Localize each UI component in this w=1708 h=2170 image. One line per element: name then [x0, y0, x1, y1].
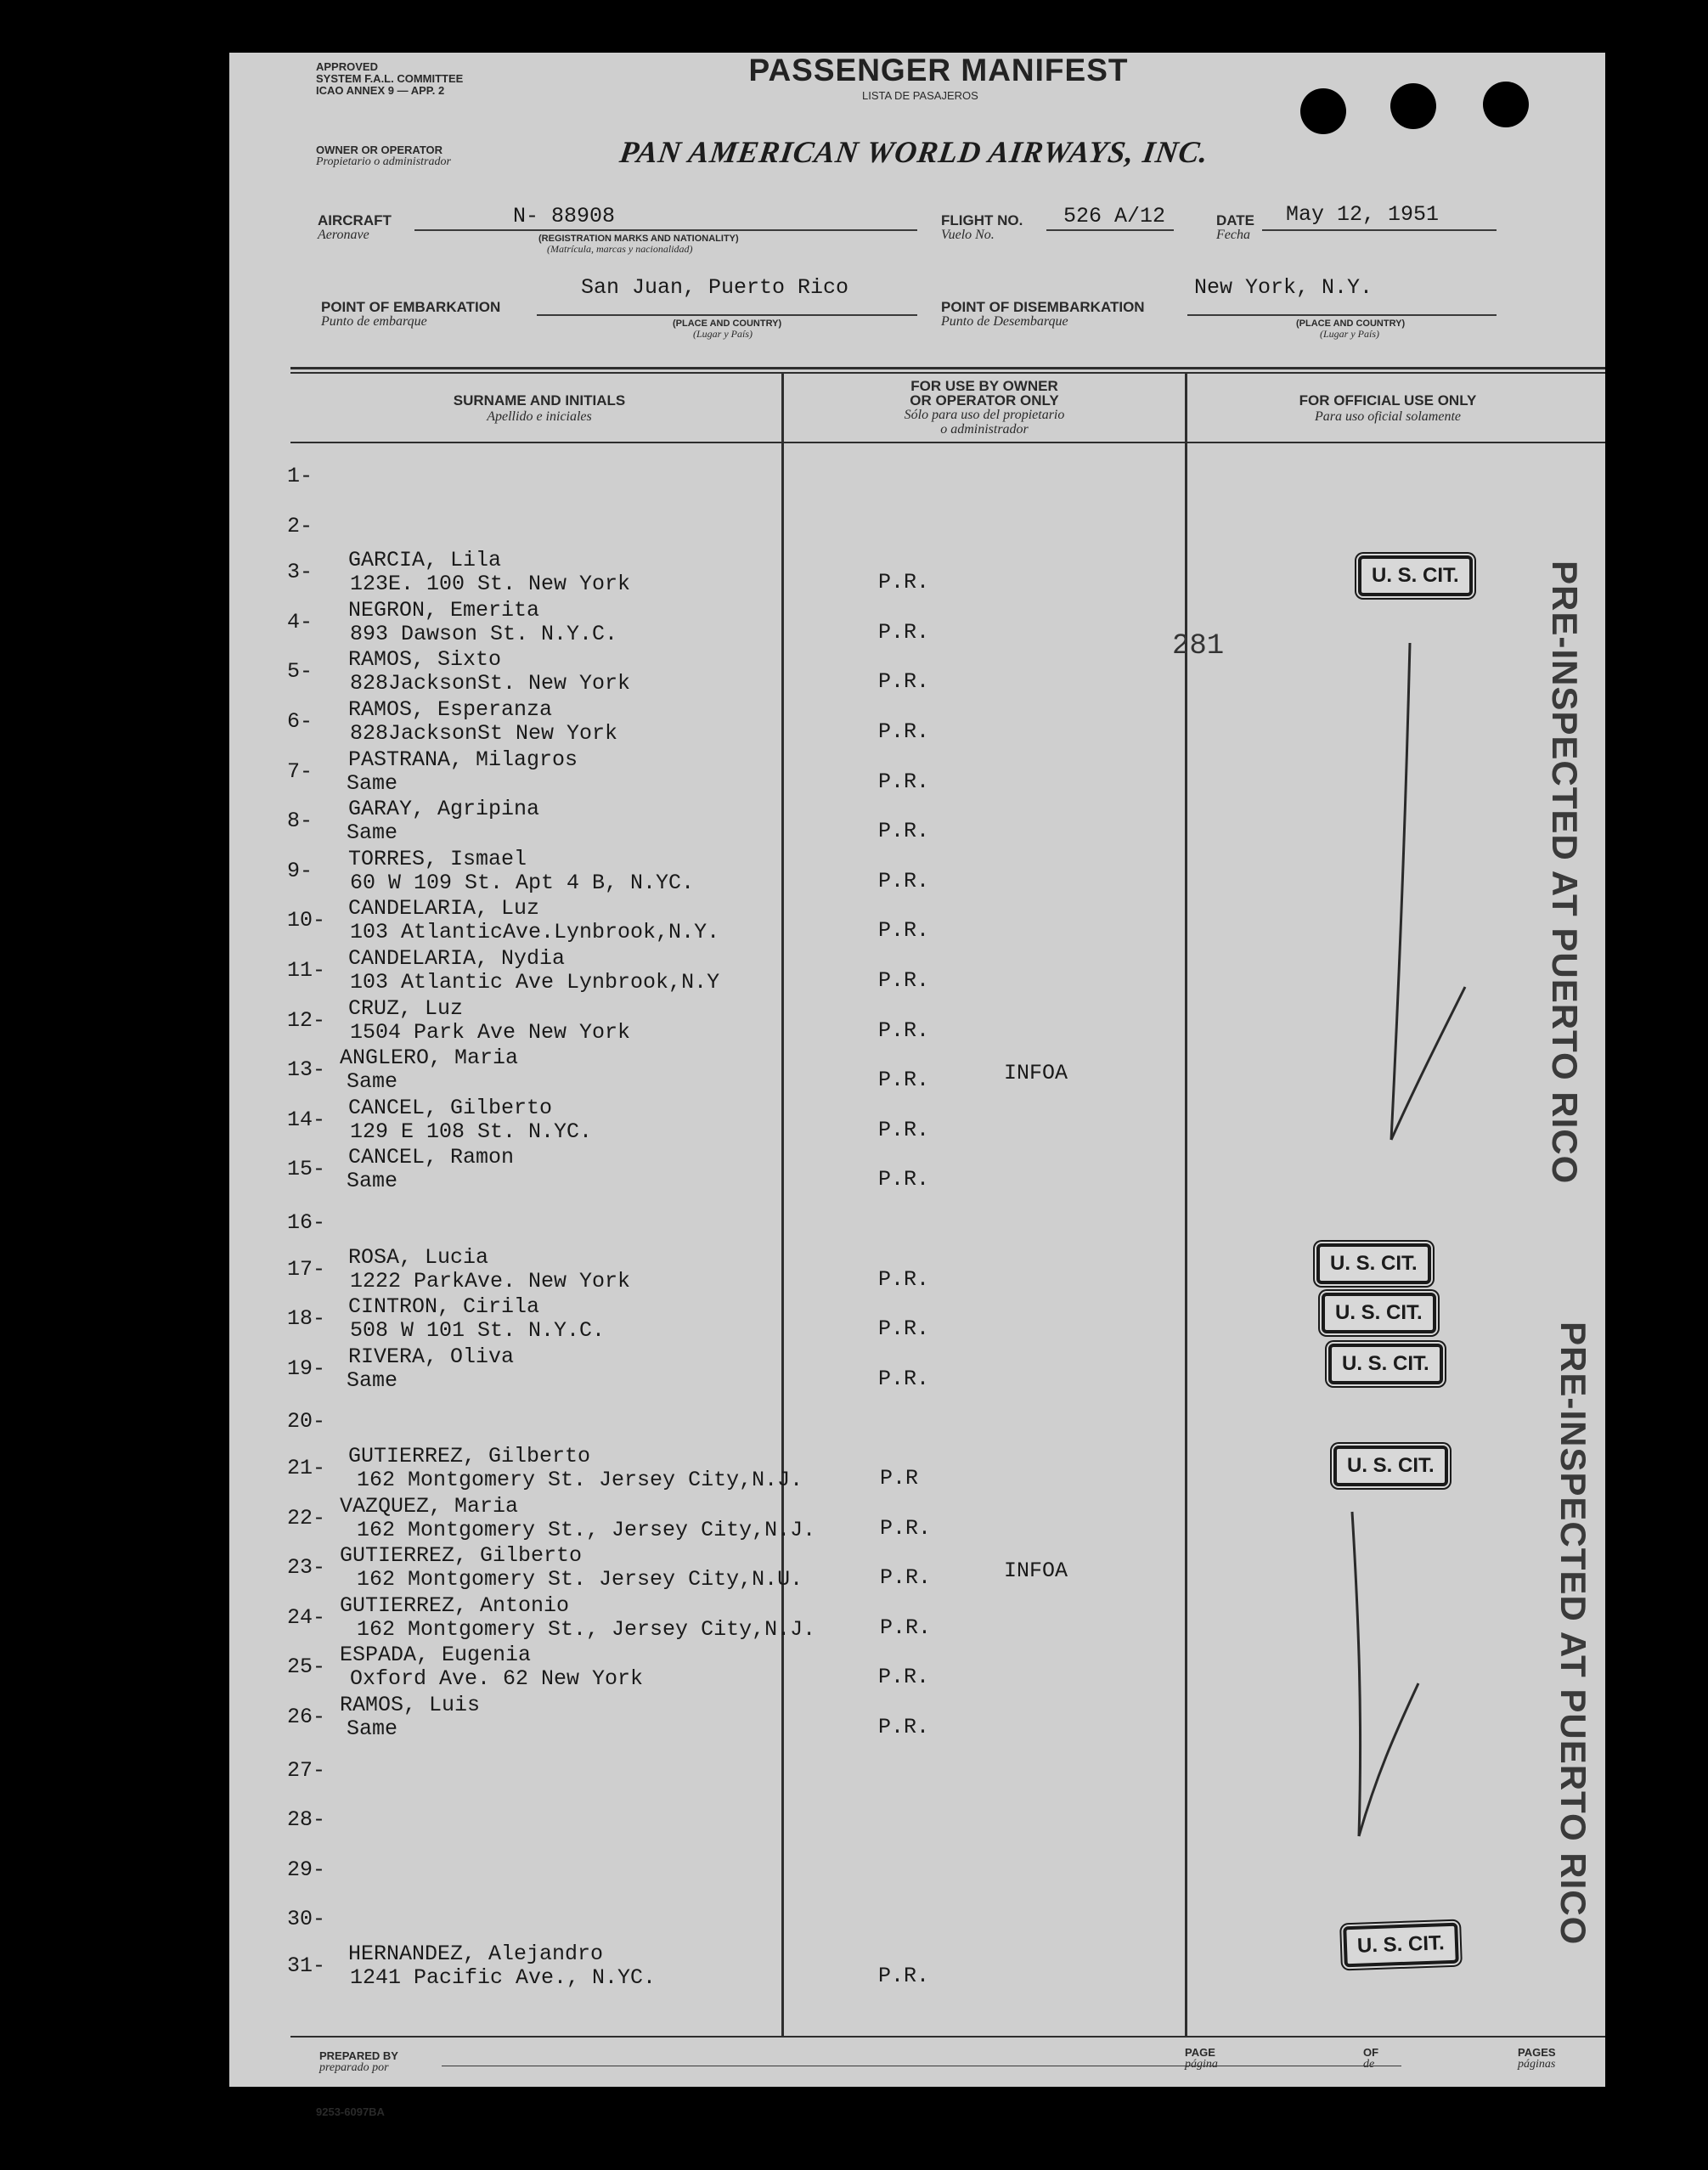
pages-label: PAGES	[1518, 2046, 1556, 2059]
us-cit-stamp: U. S. CIT.	[1328, 1344, 1443, 1384]
aircraft-label: AIRCRAFT	[318, 212, 392, 228]
row-number: 4-	[287, 610, 313, 634]
owner-use-entry: P.R	[880, 1466, 919, 1491]
row-number: 13-	[287, 1057, 326, 1082]
manifest-sheet	[229, 53, 1605, 2118]
owner-use-entry: P.R.	[878, 1316, 930, 1341]
disembark-label-es: Punto de Desembarque	[941, 314, 1068, 329]
page-label: PAGE	[1185, 2046, 1215, 2059]
passenger-name: GUTIERREZ, Gilberto	[348, 1444, 591, 1468]
row-number: 26-	[287, 1705, 326, 1729]
passenger-address: Oxford Ave. 62 New York	[350, 1666, 644, 1691]
embark-value: San Juan, Puerto Rico	[581, 275, 849, 300]
row-number: 29-	[287, 1857, 326, 1882]
passenger-address: 60 W 109 St. Apt 4 B, N.YC.	[350, 871, 695, 895]
passenger-address: 1504 Park Ave New York	[350, 1020, 631, 1045]
passenger-name: RAMOS, Sixto	[348, 647, 502, 672]
row-number: 19-	[287, 1356, 326, 1381]
passenger-address: Same	[347, 820, 398, 845]
passenger-address: 508 W 101 St. N.Y.C.	[350, 1318, 606, 1343]
passenger-name: ANGLERO, Maria	[340, 1046, 519, 1070]
passenger-address: Same	[347, 1716, 398, 1741]
row-number: 30-	[287, 1907, 326, 1931]
passenger-name: CANDELARIA, Nydia	[348, 946, 566, 971]
disembark-value: New York, N.Y.	[1194, 275, 1373, 300]
form-number: 9253-6097BA	[316, 2105, 385, 2118]
preinspected-stamp: PRE-INSPECTED AT PUERTO RICO	[1545, 561, 1585, 1185]
passenger-name: RAMOS, Esperanza	[348, 697, 553, 722]
passenger-name: CINTRON, Cirila	[348, 1294, 540, 1319]
passenger-address: Same	[347, 771, 398, 796]
passenger-name: TORRES, Ismael	[348, 847, 527, 871]
row-number: 3-	[287, 560, 313, 584]
disembark-label: POINT OF DISEMBARKATION	[941, 299, 1145, 315]
passenger-address: 162 Montgomery St. Jersey City,N.J.	[357, 1468, 803, 1492]
passenger-name: NEGRON, Emerita	[348, 598, 540, 623]
row-number: 24-	[287, 1605, 326, 1630]
row-number: 27-	[287, 1758, 326, 1783]
title-text: PASSENGER MANIFEST	[748, 53, 1129, 87]
row-number: 12-	[287, 1008, 326, 1033]
passenger-address: Same	[347, 1069, 398, 1094]
passenger-address: Same	[347, 1368, 398, 1393]
row-number: 23-	[287, 1555, 326, 1580]
row-number: 28-	[287, 1807, 326, 1832]
col-head-name-es: Apellido e iniciales	[487, 409, 592, 424]
passenger-address: 828JacksonSt New York	[350, 721, 618, 746]
row-number: 9-	[287, 859, 313, 883]
owner-use-entry: P.R.	[878, 1715, 930, 1739]
owner-use-entry: P.R.	[878, 1167, 930, 1192]
registration-note-es: (Matrícula, marcas y nacionalidad)	[547, 243, 693, 255]
passenger-name: ROSA, Lucia	[348, 1245, 489, 1270]
passenger-name: GARCIA, Lila	[348, 548, 502, 572]
passenger-address: 893 Dawson St. N.Y.C.	[350, 622, 618, 646]
checkmark-stroke	[1352, 1512, 1361, 1836]
row-number: 18-	[287, 1306, 326, 1331]
us-cit-stamp: U. S. CIT.	[1333, 1446, 1448, 1486]
inspector-checkmarks	[229, 53, 1605, 2087]
row-number: 17-	[287, 1257, 326, 1282]
manifest-subtitle: LISTA DE PASAJEROS	[862, 89, 978, 102]
row-number: 14-	[287, 1108, 326, 1132]
owner-use-entry: P.R.	[878, 1367, 930, 1391]
passenger-address: 103 AtlanticAve.Lynbrook,N.Y.	[350, 920, 720, 944]
owner-use-entry: P.R.	[878, 1018, 930, 1043]
passenger-address: 103 Atlantic Ave Lynbrook,N.Y	[350, 970, 720, 995]
col-head-owner-line: OR OPERATOR ONLY	[910, 392, 1059, 409]
owner-use-entry: P.R.	[878, 1068, 930, 1092]
owner-use-entry: P.R.	[878, 769, 930, 794]
owner-use-entry: P.R.	[878, 819, 930, 843]
embark-label-es: Punto de embarque	[321, 314, 427, 329]
us-cit-stamp: U. S. CIT.	[1316, 1243, 1431, 1284]
passenger-name: VAZQUEZ, Maria	[340, 1494, 519, 1519]
col-head-owner-line: FOR USE BY OWNER	[910, 378, 1058, 394]
passenger-address: 162 Montgomery St., Jersey City,N.J.	[357, 1518, 816, 1542]
row-number: 20-	[287, 1409, 326, 1434]
place-note: (PLACE AND COUNTRY)	[673, 318, 782, 329]
owner-note: INFOA	[1004, 1558, 1068, 1583]
page-label-es: página	[1185, 2058, 1218, 2071]
approval-line: APPROVED	[316, 60, 378, 73]
col-head-owner-es: Sólo para uso del propietario	[904, 408, 1065, 422]
passenger-address: 123E. 100 St. New York	[350, 572, 631, 596]
passenger-name: RAMOS, Luis	[340, 1693, 481, 1717]
of-label-es: de	[1363, 2058, 1375, 2071]
passenger-name: CANCEL, Gilberto	[348, 1096, 553, 1120]
passenger-name: ESPADA, Eugenia	[340, 1643, 532, 1667]
row-number: 6-	[287, 709, 313, 734]
checkmark-stroke	[1391, 987, 1465, 1140]
owner-use-entry: P.R.	[878, 620, 930, 645]
place-note-es: (Lugar y País)	[693, 328, 753, 340]
passenger-name: PASTRANA, Milagros	[348, 747, 578, 772]
row-number: 15-	[287, 1157, 326, 1181]
flight-label: FLIGHT NO.	[941, 212, 1023, 228]
row-number: 7-	[287, 759, 313, 784]
prepared-label: PREPARED BY	[319, 2049, 398, 2062]
place-note: (PLACE AND COUNTRY)	[1296, 318, 1406, 329]
passenger-name: CANDELARIA, Luz	[348, 896, 540, 921]
passenger-address: Same	[347, 1169, 398, 1193]
owner-use-entry: P.R.	[878, 1118, 930, 1142]
col-head-name-en: SURNAME AND INITIALS	[453, 392, 626, 409]
row-number: 10-	[287, 908, 326, 933]
row-number: 21-	[287, 1456, 326, 1480]
passenger-address: 1241 Pacific Ave., N.YC.	[350, 1965, 657, 1990]
passenger-address: 162 Montgomery St. Jersey City,N.U.	[357, 1567, 803, 1592]
approval-line: SYSTEM F.A.L. COMMITTEE	[316, 72, 464, 85]
passenger-name: RIVERA, Oliva	[348, 1344, 515, 1369]
pages-label-es: páginas	[1518, 2058, 1556, 2071]
col-head-official-en: FOR OFFICIAL USE ONLY	[1299, 392, 1477, 409]
row-number: 8-	[287, 809, 313, 833]
approval-line: ICAO ANNEX 9 — APP. 2	[316, 84, 445, 97]
owner-use-entry: P.R.	[878, 869, 930, 893]
passenger-name: GARAY, Agripina	[348, 797, 540, 821]
row-number: 22-	[287, 1506, 326, 1530]
passenger-address: 1222 ParkAve. New York	[350, 1269, 631, 1294]
registration-note: (REGISTRATION MARKS AND NATIONALITY)	[538, 234, 739, 244]
aircraft-label-es: Aeronave	[318, 228, 369, 242]
owner-note: INFOA	[1004, 1061, 1068, 1085]
owner-label: OWNER OR OPERATOR	[316, 144, 443, 156]
prepared-label-es: preparado por	[319, 2061, 389, 2074]
aircraft-value: N- 88908	[513, 204, 616, 228]
owner-use-entry: P.R.	[878, 719, 930, 744]
row-number: 5-	[287, 659, 313, 684]
owner-label-es: Propietario o administrador	[316, 155, 451, 168]
col-head-official-es: Para uso oficial solamente	[1315, 409, 1461, 424]
row-number: 2-	[287, 514, 313, 538]
owner-use-entry: P.R.	[878, 1964, 930, 1988]
us-cit-stamp: U. S. CIT.	[1322, 1293, 1436, 1333]
passenger-name: GUTIERREZ, Antonio	[340, 1593, 570, 1618]
owner-use-entry: P.R.	[880, 1615, 932, 1640]
date-label-es: Fecha	[1216, 228, 1250, 242]
checkmark-stroke	[1391, 643, 1410, 1140]
passenger-name: GUTIERREZ, Gilberto	[340, 1543, 583, 1568]
row-number: 11-	[287, 958, 326, 983]
passenger-address: 828JacksonSt. New York	[350, 671, 631, 696]
us-cit-stamp: U. S. CIT.	[1358, 555, 1473, 596]
row-number: 31-	[287, 1953, 326, 1978]
owner-use-entry: P.R.	[878, 669, 930, 694]
row-number: 16-	[287, 1210, 326, 1235]
row-number: 1-	[287, 464, 313, 488]
place-note-es: (Lugar y País)	[1320, 328, 1379, 340]
date-value: May 12, 1951	[1286, 202, 1440, 227]
owner-use-entry: P.R.	[878, 1665, 930, 1689]
passenger-address: 129 E 108 St. N.YC.	[350, 1119, 593, 1144]
of-label: OF	[1363, 2046, 1379, 2059]
owner-use-entry: P.R.	[878, 1267, 930, 1292]
owner-use-entry: P.R.	[880, 1565, 932, 1590]
passenger-name: HERNANDEZ, Alejandro	[348, 1942, 604, 1966]
official-number: 281	[1172, 630, 1225, 662]
operator-name: PAN AMERICAN WORLD AIRWAYS, INC.	[617, 135, 1211, 169]
checkmark-stroke	[1359, 1683, 1418, 1836]
row-number: 25-	[287, 1654, 326, 1679]
passenger-name: CRUZ, Luz	[348, 996, 464, 1021]
passenger-address: 162 Montgomery St., Jersey City,N.J.	[357, 1617, 816, 1642]
preinspected-stamp: PRE-INSPECTED AT PUERTO RICO	[1553, 1322, 1593, 1946]
flight-value: 526 A/12	[1063, 204, 1166, 228]
owner-use-entry: P.R.	[880, 1516, 932, 1541]
owner-use-entry: P.R.	[878, 570, 930, 595]
embark-label: POINT OF EMBARKATION	[321, 299, 501, 315]
flight-label-es: Vuelo No.	[941, 228, 995, 242]
passenger-name: CANCEL, Ramon	[348, 1145, 515, 1170]
owner-use-entry: P.R.	[878, 968, 930, 993]
owner-use-entry: P.R.	[878, 918, 930, 943]
us-cit-stamp: U. S. CIT.	[1343, 1923, 1458, 1968]
col-head-owner-es: o administrador	[940, 422, 1029, 437]
date-label: DATE	[1216, 212, 1255, 228]
